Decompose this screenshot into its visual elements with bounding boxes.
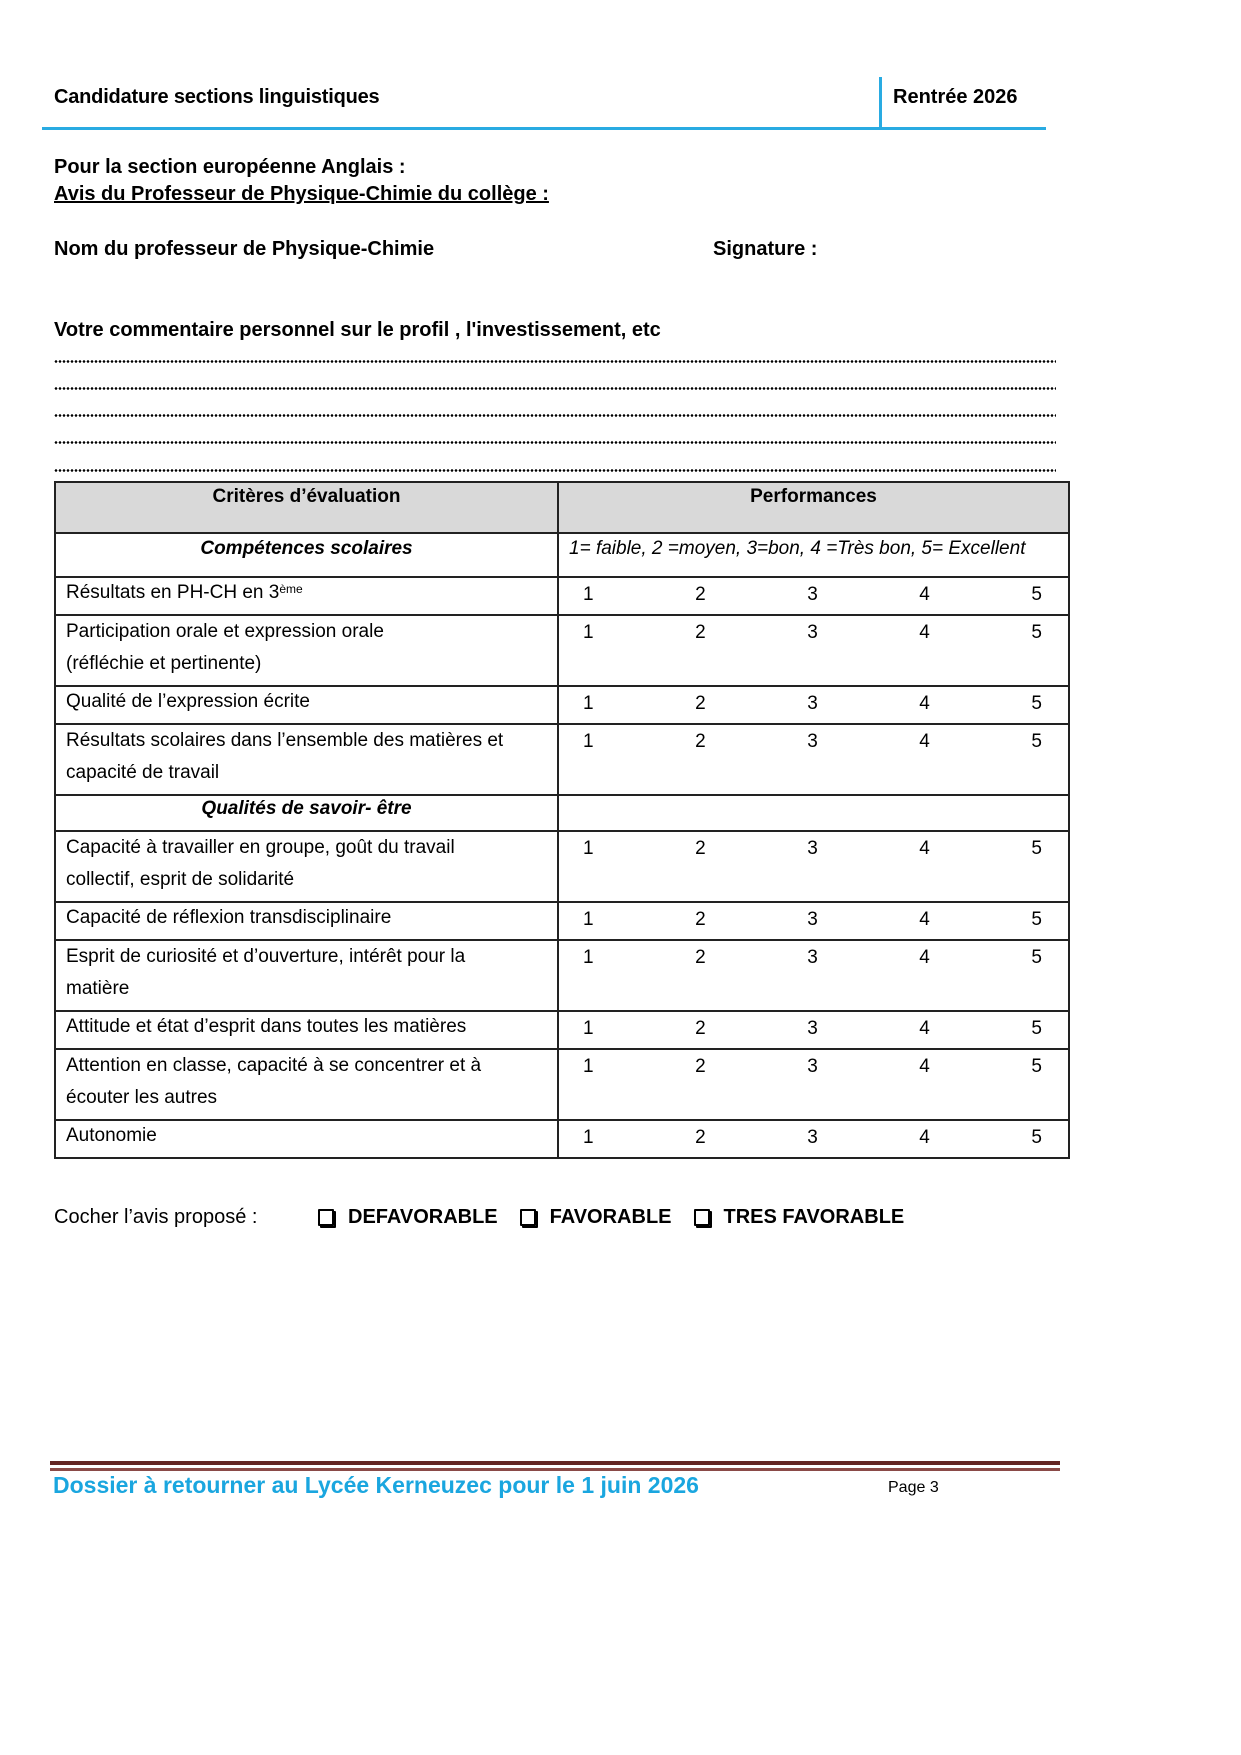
table-row <box>55 1049 1069 1120</box>
rating-3[interactable]: 3 <box>807 1127 818 1148</box>
rating-5[interactable]: 5 <box>1031 622 1042 643</box>
section-title-soft-skills: Qualités de savoir- être <box>55 795 558 831</box>
rating-4[interactable]: 4 <box>919 731 930 752</box>
table-header-row <box>55 482 1069 533</box>
rating-3[interactable]: 3 <box>807 693 818 714</box>
section-subtitle: Avis du Professeur de Physique-Chimie du collège : <box>54 183 549 205</box>
rating-5[interactable]: 5 <box>1031 909 1042 930</box>
comment-line-3[interactable] <box>54 414 1056 417</box>
rating-1[interactable]: 1 <box>583 622 594 643</box>
header-divider <box>879 77 882 129</box>
rating-3[interactable]: 3 <box>807 947 818 968</box>
rating-2[interactable]: 2 <box>695 947 706 968</box>
footer-rule-top <box>50 1461 1060 1465</box>
rating-scale[interactable] <box>558 940 1069 1011</box>
table-row <box>55 615 1069 686</box>
teacher-name-field[interactable]: Nom du professeur de Physique-Chimie <box>54 238 435 260</box>
option-defavorable[interactable]: DEFAVORABLE <box>318 1206 498 1229</box>
opinion-row <box>54 1206 926 1229</box>
rating-1[interactable]: 1 <box>583 731 594 752</box>
header-rule <box>42 127 1046 130</box>
criterion-label: Résultats en PH-CH en 3ème <box>55 577 558 615</box>
table-row <box>55 724 1069 795</box>
evaluation-table <box>54 481 1070 1159</box>
criterion-label: Participation orale et expression orale (réfléchie et pertinente) <box>55 615 558 686</box>
footer-rule-bottom <box>50 1468 1060 1471</box>
rating-3[interactable]: 3 <box>807 838 818 859</box>
rating-4[interactable]: 4 <box>919 1127 930 1148</box>
rating-scale[interactable] <box>558 902 1069 940</box>
criterion-label: Capacité à travailler en groupe, goût du travail collectif, esprit de solidarité <box>55 831 558 902</box>
table-row <box>55 902 1069 940</box>
rating-1[interactable]: 1 <box>583 693 594 714</box>
table-row <box>55 686 1069 724</box>
rating-5[interactable]: 5 <box>1031 1056 1042 1077</box>
column-header-performance: Performances <box>558 482 1069 533</box>
rating-3[interactable]: 3 <box>807 909 818 930</box>
section-row <box>55 795 1069 831</box>
rating-5[interactable]: 5 <box>1031 947 1042 968</box>
rating-5[interactable]: 5 <box>1031 584 1042 605</box>
rating-3[interactable]: 3 <box>807 1056 818 1077</box>
rating-2[interactable]: 2 <box>695 1018 706 1039</box>
criterion-label: Autonomie <box>55 1120 558 1158</box>
rating-3[interactable]: 3 <box>807 1018 818 1039</box>
criterion-label: Esprit de curiosité et d’ouverture, intérêt pour la matière <box>55 940 558 1011</box>
rating-1[interactable]: 1 <box>583 909 594 930</box>
signature-field[interactable]: Signature : <box>713 238 818 260</box>
rating-4[interactable]: 4 <box>919 584 930 605</box>
rating-5[interactable]: 5 <box>1031 731 1042 752</box>
rating-scale[interactable] <box>558 1011 1069 1049</box>
rating-5[interactable]: 5 <box>1031 1018 1042 1039</box>
checkbox-icon[interactable] <box>694 1209 710 1226</box>
rating-4[interactable]: 4 <box>919 693 930 714</box>
school-year: Rentrée 2026 <box>893 86 1018 108</box>
opinion-label: Cocher l’avis proposé : <box>54 1206 258 1228</box>
table-row <box>55 940 1069 1011</box>
table-row <box>55 831 1069 902</box>
rating-4[interactable]: 4 <box>919 1056 930 1077</box>
rating-5[interactable]: 5 <box>1031 693 1042 714</box>
rating-3[interactable]: 3 <box>807 731 818 752</box>
rating-4[interactable]: 4 <box>919 909 930 930</box>
rating-scale[interactable] <box>558 831 1069 902</box>
rating-4[interactable]: 4 <box>919 947 930 968</box>
rating-scale[interactable] <box>558 686 1069 724</box>
rating-1[interactable]: 1 <box>583 838 594 859</box>
document-title: Candidature sections linguistiques <box>54 86 380 108</box>
section-row <box>55 533 1069 577</box>
rating-1[interactable]: 1 <box>583 947 594 968</box>
comment-line-1[interactable] <box>54 360 1056 363</box>
rating-scale[interactable] <box>558 577 1069 615</box>
criterion-label: Résultats scolaires dans l’ensemble des matières et capacité de travail <box>55 724 558 795</box>
comment-label: Votre commentaire personnel sur le profil , l'investissement, etc <box>54 319 661 341</box>
section-title: Pour la section européenne Anglais : <box>54 156 406 178</box>
rating-1[interactable]: 1 <box>583 1127 594 1148</box>
rating-1[interactable]: 1 <box>583 1056 594 1077</box>
rating-5[interactable]: 5 <box>1031 838 1042 859</box>
criterion-label: Attention en classe, capacité à se concentrer et à écouter les autres <box>55 1049 558 1120</box>
table-row <box>55 1011 1069 1049</box>
comment-line-5[interactable] <box>54 469 1056 472</box>
column-header-criteria: Critères d’évaluation <box>55 482 558 533</box>
checkbox-icon[interactable] <box>318 1209 334 1226</box>
rating-4[interactable]: 4 <box>919 838 930 859</box>
rating-scale[interactable] <box>558 724 1069 795</box>
rating-5[interactable]: 5 <box>1031 1127 1042 1148</box>
page-number: Page 3 <box>888 1479 939 1496</box>
rating-2[interactable]: 2 <box>695 838 706 859</box>
checkbox-icon[interactable] <box>520 1209 536 1226</box>
rating-scale[interactable] <box>558 1120 1069 1158</box>
rating-4[interactable]: 4 <box>919 622 930 643</box>
criterion-label: Attitude et état d’esprit dans toutes les matières <box>55 1011 558 1049</box>
rating-scale[interactable] <box>558 615 1069 686</box>
rating-1[interactable]: 1 <box>583 1018 594 1039</box>
section-title-academic: Compétences scolaires <box>55 533 558 577</box>
rating-scale[interactable] <box>558 1049 1069 1120</box>
rating-2[interactable]: 2 <box>695 1056 706 1077</box>
rating-2[interactable]: 2 <box>695 584 706 605</box>
table-row <box>55 1120 1069 1158</box>
rating-2[interactable]: 2 <box>695 622 706 643</box>
rating-3[interactable]: 3 <box>807 622 818 643</box>
rating-2[interactable]: 2 <box>695 909 706 930</box>
option-tres-favorable[interactable]: TRES FAVORABLE <box>694 1206 905 1229</box>
rating-2[interactable]: 2 <box>695 693 706 714</box>
comment-line-2[interactable] <box>54 387 1056 390</box>
comment-line-4[interactable] <box>54 441 1056 444</box>
criterion-label: Qualité de l’expression écrite <box>55 686 558 724</box>
rating-3[interactable]: 3 <box>807 584 818 605</box>
rating-1[interactable]: 1 <box>583 584 594 605</box>
rating-2[interactable]: 2 <box>695 731 706 752</box>
rating-2[interactable]: 2 <box>695 1127 706 1148</box>
criterion-label: Capacité de réflexion transdisciplinaire <box>55 902 558 940</box>
scale-legend: 1= faible, 2 =moyen, 3=bon, 4 =Très bon, 5= Excellent <box>558 533 1069 577</box>
option-favorable[interactable]: FAVORABLE <box>520 1206 672 1229</box>
table-row <box>55 577 1069 615</box>
footer-deadline: Dossier à retourner au Lycée Kerneuzec pour le 1 juin 2026 <box>53 1472 699 1498</box>
rating-4[interactable]: 4 <box>919 1018 930 1039</box>
empty-cell <box>558 795 1069 831</box>
